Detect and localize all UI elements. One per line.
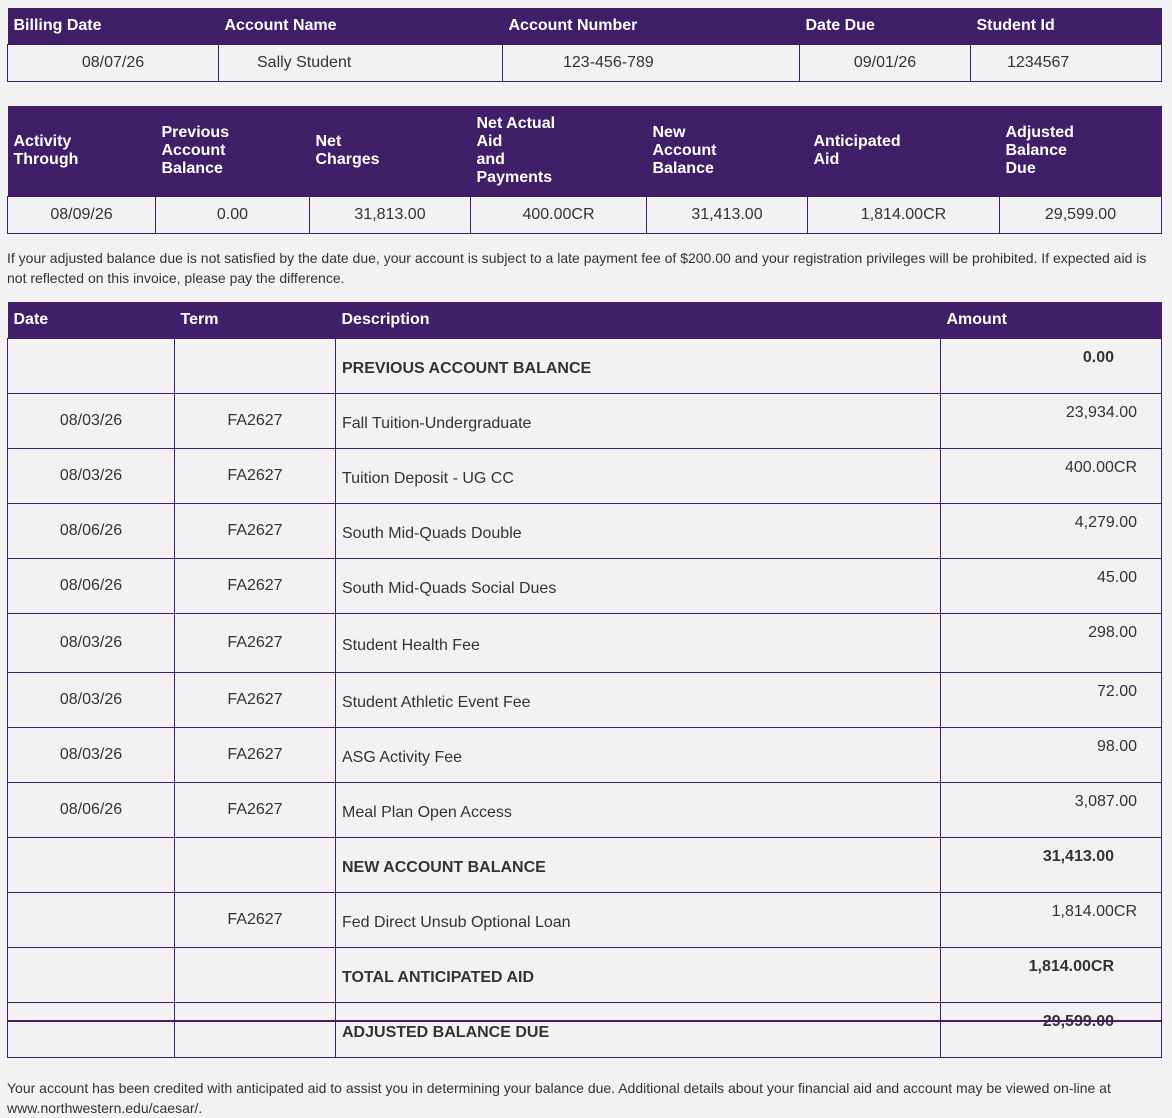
term-column-header: Term <box>175 302 336 339</box>
header-line: Net Actual <box>476 115 556 132</box>
amount-cell: 45.00 <box>941 559 1162 614</box>
date-cell: 08/03/26 <box>8 614 175 673</box>
account-number-header: Account Number <box>503 8 800 45</box>
date-cell <box>8 339 175 394</box>
amount-cell: 31,413.00 <box>941 838 1162 893</box>
date-cell: 08/03/26 <box>8 394 175 449</box>
transaction-row <box>8 614 1162 673</box>
new-account-balance-value: 31,413.00 <box>647 197 808 234</box>
term-cell: FA2627 <box>175 783 336 838</box>
description-cell: ADJUSTED BALANCE DUE <box>336 1003 941 1058</box>
date-column-header: Date <box>8 302 175 339</box>
summary-row <box>8 1003 1162 1058</box>
header-line: New <box>652 124 686 141</box>
net-actual-aid-payments-value: 400.00CR <box>471 197 647 234</box>
summary-row <box>8 838 1162 893</box>
date-cell: 08/06/26 <box>8 559 175 614</box>
account-number-value: 123-456-789 <box>503 45 800 82</box>
transaction-row <box>8 673 1162 728</box>
balance-summary-values <box>8 197 1162 234</box>
date-cell <box>8 948 175 1003</box>
date-cell <box>8 893 175 948</box>
header-line: Previous <box>161 124 230 141</box>
description-cell: TOTAL ANTICIPATED AID <box>336 948 941 1003</box>
amount-cell: 298.00 <box>941 614 1162 673</box>
transaction-row <box>8 559 1162 614</box>
new-account-balance-header <box>647 106 808 197</box>
previous-account-balance-value: 0.00 <box>156 197 310 234</box>
header-line: Account <box>652 142 717 159</box>
description-cell: Fed Direct Unsub Optional Loan <box>336 893 941 948</box>
invoice <box>7 8 1161 1118</box>
account-name-header: Account Name <box>219 8 503 45</box>
date-cell: 08/03/26 <box>8 449 175 504</box>
description-cell: ASG Activity Fee <box>336 728 941 783</box>
term-cell: FA2627 <box>175 893 336 948</box>
header-line: Balance <box>652 160 714 177</box>
account-summary-header <box>8 8 1162 45</box>
description-cell: Student Health Fee <box>336 614 941 673</box>
date-due-value: 09/01/26 <box>800 45 971 82</box>
billing-date-value: 08/07/26 <box>8 45 219 82</box>
detail-header <box>8 302 1162 339</box>
balance-summary-header <box>8 106 1162 197</box>
net-charges-header <box>310 106 471 197</box>
header-line: Account <box>161 142 226 159</box>
adjusted-balance-due-header <box>1000 106 1162 197</box>
term-cell: FA2627 <box>175 449 336 504</box>
late-payment-notice: If your adjusted balance due is not satisfied by the date due, your account is subject to a late payment fee of $200.00 and your registration privileges will be prohibited. If expected aid is not reflected on this invoice, please pay the difference. <box>7 250 1147 286</box>
footer-divider <box>7 1020 1161 1022</box>
activity-through-value: 08/09/26 <box>8 197 156 234</box>
summary-row <box>8 948 1162 1003</box>
date-due-header: Date Due <box>800 8 971 45</box>
header-line: Adjusted <box>1005 124 1074 141</box>
anticipated-aid-header <box>808 106 1000 197</box>
net-actual-aid-payments-header <box>471 106 647 197</box>
amount-cell: 4,279.00 <box>941 504 1162 559</box>
description-cell: Meal Plan Open Access <box>336 783 941 838</box>
date-cell: 08/06/26 <box>8 504 175 559</box>
header-line: Charges <box>315 151 380 168</box>
student-id-value: 1234567 <box>971 45 1162 82</box>
header-line: Balance <box>161 160 223 177</box>
description-cell: Student Athletic Event Fee <box>336 673 941 728</box>
previous-account-balance-header <box>156 106 310 197</box>
header-line: Anticipated <box>813 133 901 150</box>
description-cell: Tuition Deposit - UG CC <box>336 449 941 504</box>
date-cell: 08/06/26 <box>8 783 175 838</box>
header-line: Activity <box>13 133 72 150</box>
date-cell: 08/03/26 <box>8 728 175 783</box>
term-cell: FA2627 <box>175 728 336 783</box>
date-cell <box>8 838 175 893</box>
term-cell: FA2627 <box>175 504 336 559</box>
amount-cell: 0.00 <box>941 339 1162 394</box>
amount-cell: 3,087.00 <box>941 783 1162 838</box>
header-line: Aid <box>476 133 503 150</box>
term-cell: FA2627 <box>175 614 336 673</box>
amount-column-header: Amount <box>941 302 1162 339</box>
header-line: Net <box>315 133 342 150</box>
term-cell <box>175 838 336 893</box>
amount-cell: 72.00 <box>941 673 1162 728</box>
student-id-header: Student Id <box>971 8 1162 45</box>
account-summary-table <box>7 8 1162 82</box>
anticipated-aid-notice: Your account has been credited with anticipated aid to assist you in determining your balance due. Additional details about your financial aid and account may be viewed on-line at www.northwestern.edu/caesar/. <box>7 1080 1111 1116</box>
transaction-row <box>8 783 1162 838</box>
adjusted-balance-due-value: 29,599.00 <box>1000 197 1162 234</box>
term-cell: FA2627 <box>175 394 336 449</box>
header-line: Due <box>1005 160 1036 177</box>
amount-cell: 98.00 <box>941 728 1162 783</box>
transaction-row <box>8 504 1162 559</box>
description-cell: NEW ACCOUNT BALANCE <box>336 838 941 893</box>
header-line: Payments <box>476 169 553 186</box>
transaction-row <box>8 893 1162 948</box>
term-cell <box>175 1003 336 1058</box>
anticipated-aid-value: 1,814.00CR <box>808 197 1000 234</box>
description-cell: Fall Tuition-Undergraduate <box>336 394 941 449</box>
description-cell: PREVIOUS ACCOUNT BALANCE <box>336 339 941 394</box>
header-line: and <box>476 151 505 168</box>
term-cell: FA2627 <box>175 559 336 614</box>
transaction-detail-table <box>7 302 1162 1058</box>
amount-cell: 1,814.00CR <box>941 948 1162 1003</box>
amount-cell: 23,934.00 <box>941 394 1162 449</box>
summary-row <box>8 339 1162 394</box>
activity-through-header <box>8 106 156 197</box>
header-line: Aid <box>813 151 840 168</box>
header-line: Through <box>13 151 79 168</box>
transaction-row <box>8 728 1162 783</box>
balance-summary-table <box>7 106 1162 234</box>
amount-cell: 400.00CR <box>941 449 1162 504</box>
billing-date-header: Billing Date <box>8 8 219 45</box>
term-cell <box>175 948 336 1003</box>
description-column-header: Description <box>336 302 941 339</box>
term-cell <box>175 339 336 394</box>
description-cell: South Mid-Quads Double <box>336 504 941 559</box>
date-cell: 08/03/26 <box>8 673 175 728</box>
amount-cell: 1,814.00CR <box>941 893 1162 948</box>
header-line: Balance <box>1005 142 1067 159</box>
term-cell: FA2627 <box>175 673 336 728</box>
description-cell: South Mid-Quads Social Dues <box>336 559 941 614</box>
account-name-value: Sally Student <box>219 45 503 82</box>
date-cell <box>8 1003 175 1058</box>
transaction-row <box>8 449 1162 504</box>
transaction-row <box>8 394 1162 449</box>
net-charges-value: 31,813.00 <box>310 197 471 234</box>
amount-cell <box>941 1003 1162 1058</box>
account-summary-row <box>8 45 1162 82</box>
